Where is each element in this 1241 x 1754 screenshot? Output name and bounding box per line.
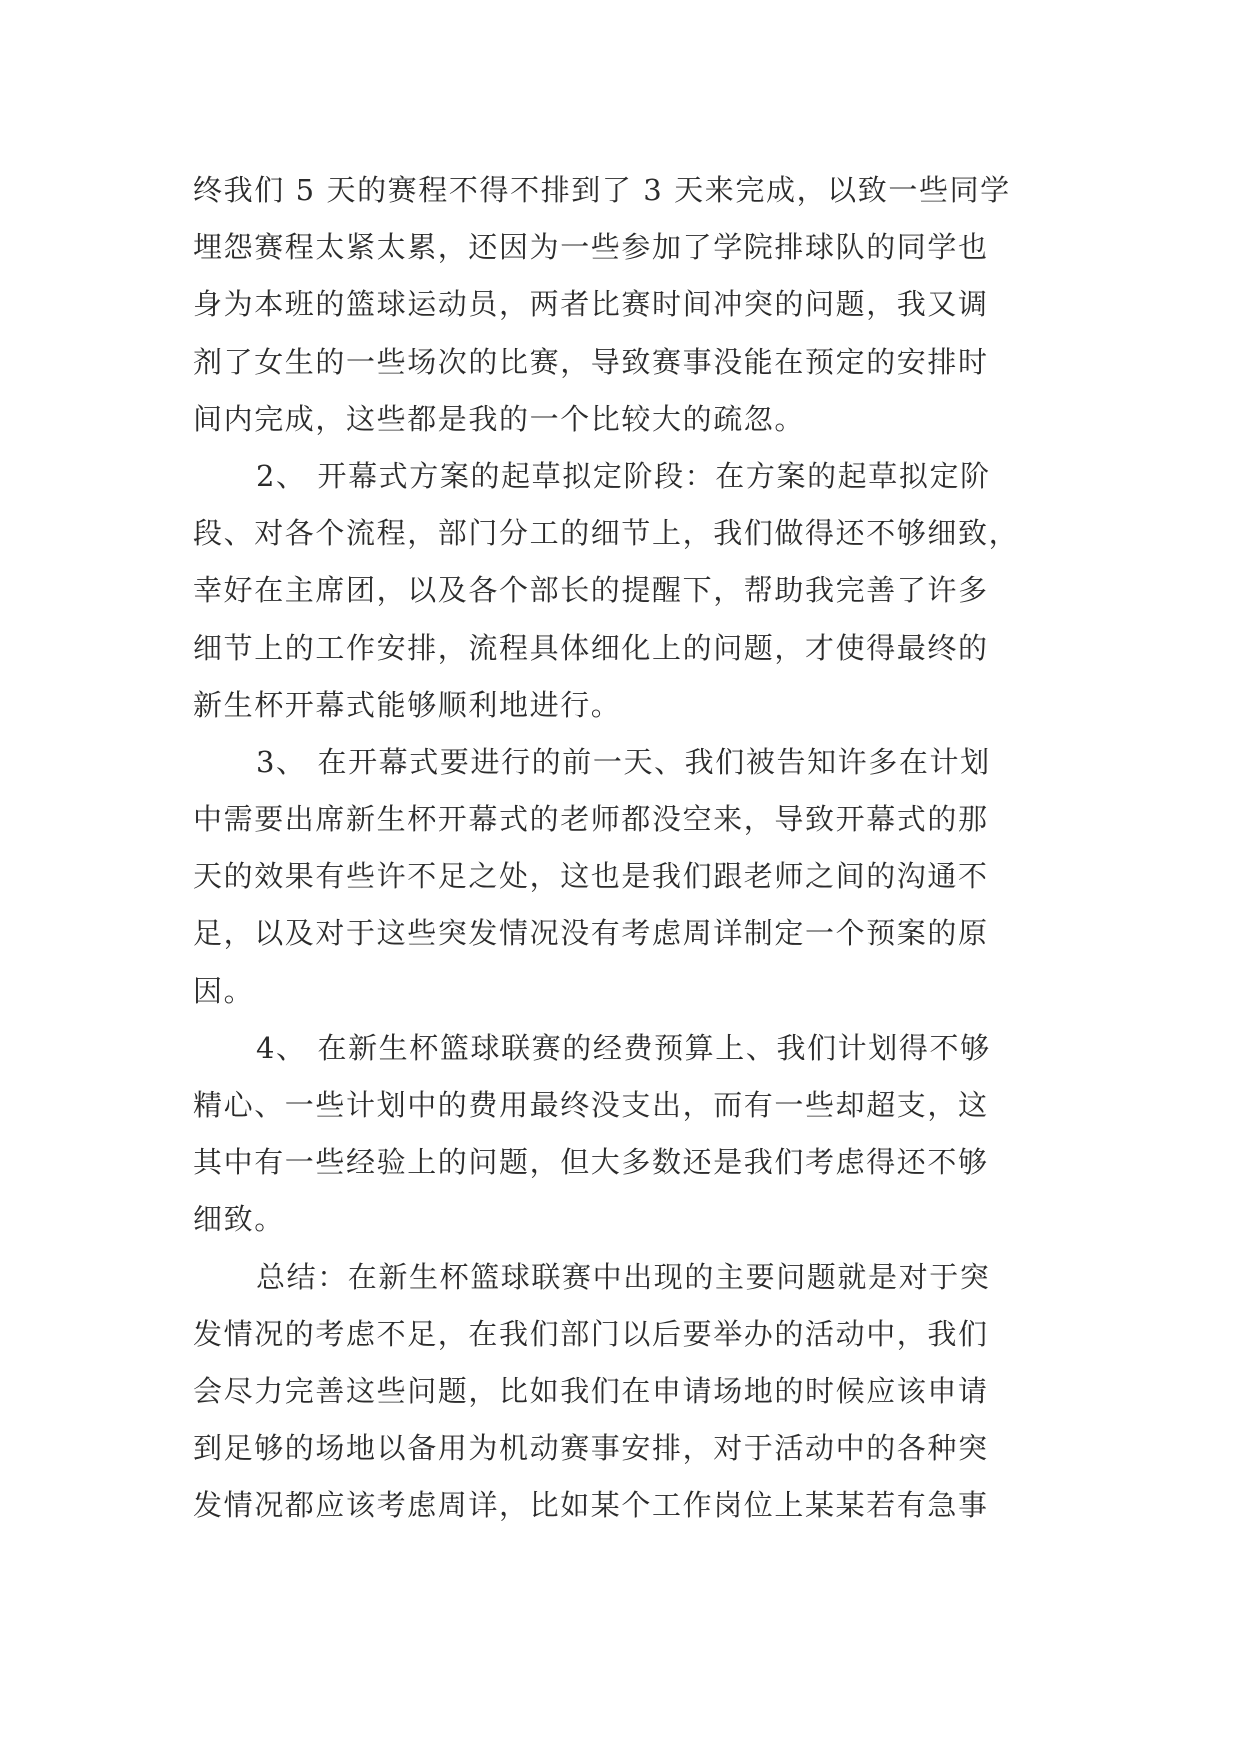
text-line: 幸好在主席团，以及各个部长的提醒下，帮助我完善了许多 [193,573,989,608]
text-line: 精心、一些计划中的费用最终没支出，而有一些却超支，这 [193,1088,989,1122]
text-line: 因。 [193,973,255,1008]
text-line: 发情况的考虑不足，在我们部门以后要举办的活动中，我们 [193,1316,989,1351]
text-line: 段、对各个流程，部门分工的细节上，我们做得还不够细致， [193,516,1020,551]
summary-line: 总结：在新生杯篮球联赛中出现的主要问题就是对于突 [256,1259,991,1294]
text-line: 细节上的工作安排，流程具体细化上的问题，才使得最终的 [193,630,989,665]
text-line: 剂了女生的一些场次的比赛，导致赛事没能在预定的安排时 [193,344,989,379]
text-line: 其中有一些经验上的问题，但大多数还是我们考虑得还不够 [193,1145,989,1180]
text-line: 发情况都应该考虑周详，比如某个工作岗位上某某若有急事 [193,1488,989,1523]
list-item-2-line: 2、 开幕式方案的起草拟定阶段：在方案的起草拟定阶 [256,458,991,493]
text-line: 足，以及对于这些突发情况没有考虑周详制定一个预案的原 [193,916,989,951]
text-line: 会尽力完善这些问题，比如我们在申请场地的时候应该申请 [193,1373,989,1408]
list-item-3-line: 3、 在开幕式要进行的前一天、我们被告知许多在计划 [256,744,991,779]
text-line: 到足够的场地以备用为机动赛事安排，对于活动中的各种突 [193,1431,989,1466]
text-line: 天的效果有些许不足之处，这也是我们跟老师之间的沟通不 [193,859,989,894]
list-item-4-line: 4、 在新生杯篮球联赛的经费预算上、我们计划得不够 [256,1030,991,1065]
text-line: 埋怨赛程太紧太累，还因为一些参加了学院排球队的同学也 [193,230,989,265]
text-line: 新生杯开幕式能够顺利地进行。 [193,687,622,722]
text-line: 中需要出席新生杯开幕式的老师都没空来，导致开幕式的那 [193,802,989,837]
text-line: 细致。 [193,1202,285,1237]
text-line: 间内完成，这些都是我的一个比较大的疏忽。 [193,401,806,436]
text-line: 终我们 5 天的赛程不得不排到了 3 天来完成，以致一些同学 [193,173,1011,207]
text-line: 身为本班的篮球运动员，两者比赛时间冲突的问题，我又调 [193,287,989,322]
document-body [193,162,1055,1535]
